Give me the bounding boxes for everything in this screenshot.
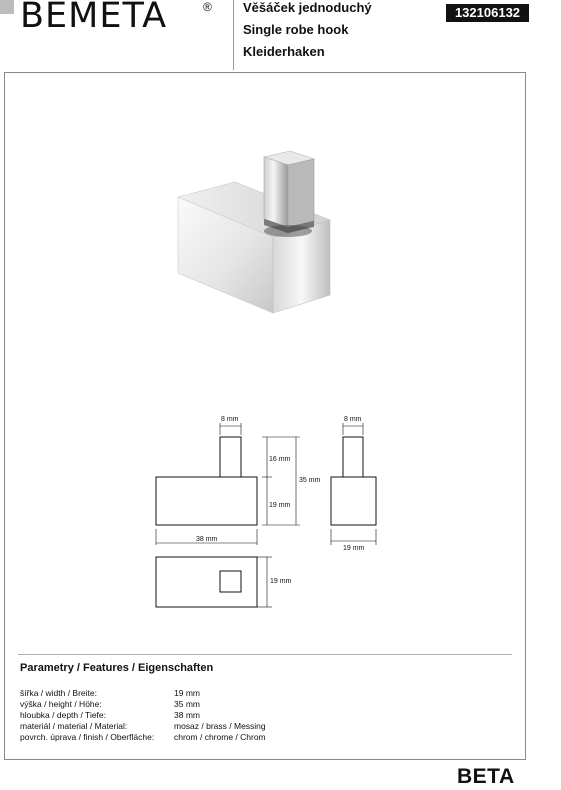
parameter-label: hloubka / depth / Tiefe:: [20, 710, 107, 720]
title-german: Kleiderhaken: [243, 44, 325, 59]
series-name: BETA: [457, 765, 515, 788]
parameter-value: mosaz / brass / Messing: [174, 721, 266, 731]
title-czech: Věšáček jednoduchý: [243, 0, 372, 15]
side-view-base: [331, 477, 376, 525]
parameter-value: 35 mm: [174, 699, 200, 709]
parameter-value: chrom / chrome / Chrom: [174, 732, 266, 742]
parameters-separator: [18, 654, 512, 655]
dim-total-height: 35 mm: [299, 477, 321, 484]
dim-post-height: 16 mm: [269, 456, 291, 463]
top-view-base: [156, 557, 257, 607]
top-view-post: [220, 571, 241, 592]
parameter-value: 38 mm: [174, 710, 200, 720]
parameter-label: materiál / material / Material:: [20, 721, 128, 731]
parameter-label: výška / height / Höhe:: [20, 699, 102, 709]
logo-square: [0, 0, 14, 14]
product-image: [170, 145, 350, 320]
dim-base-height: 19 mm: [269, 502, 291, 509]
dim-total-width: 38 mm: [196, 536, 218, 543]
dim-top-depth: 19 mm: [270, 578, 292, 585]
parameters-heading: Parametry / Features / Eigenschaften: [20, 662, 214, 674]
front-view-post: [220, 437, 241, 477]
registered-mark: ®: [203, 0, 212, 14]
parameter-label: šířka / width / Breite:: [20, 688, 97, 698]
dim-side-depth: 19 mm: [343, 545, 365, 552]
header-divider: [233, 0, 234, 70]
title-english: Single robe hook: [243, 22, 349, 37]
brand-logo: BEMETA: [20, 0, 168, 36]
parameter-value: 19 mm: [174, 688, 200, 698]
dim-front-top-width: 8 mm: [221, 416, 239, 423]
dim-side-top-width: 8 mm: [344, 416, 362, 423]
technical-drawing: [0, 405, 561, 620]
product-code-badge: 132106132: [446, 4, 529, 22]
side-view-post: [343, 437, 363, 477]
front-view-base: [156, 477, 257, 525]
parameter-label: povrch. úprava / finish / Oberfläche:: [20, 732, 155, 742]
